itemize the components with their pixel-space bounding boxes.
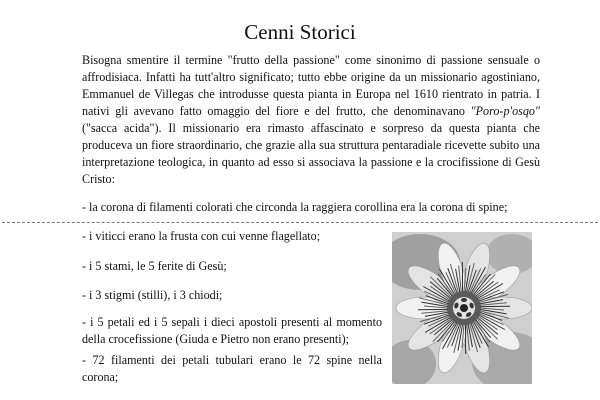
intro-text-end: ("sacca acida"). Il missionario era rimasto affascinato e sorpreso da questa pianta che produceva un fiore straordinario, che grazie alla sua struttura pentaradiale ricevette subito una interpretazione teologica, in quanto ad esso si associava la passione e la crocifissione di Gesù Cristo:	[82, 121, 540, 186]
intro-paragraph	[82, 52, 540, 188]
passion-flower-photo	[392, 232, 532, 384]
native-name-italic: "Poro-p'osqo"	[470, 104, 540, 118]
list-item-filamenti: - 72 filamenti dei petali tubulari erano le 72 spine nella corona;	[82, 353, 382, 384]
passion-flower-illustration	[392, 232, 532, 384]
list-item-petali: - i 5 petali ed i 5 sepali i dieci apostoli presenti al momento della crocefissione (Giuda e Pietro non erano presenti);	[82, 315, 382, 346]
list-item-corona: - la corona di filamenti colorati che circonda la raggiera corollina era la corona di spine;	[82, 200, 508, 214]
intro-text-start: Bisogna smentire il termine "frutto della passione" come sinonimo di passione sensuale o affrodisiaca. Infatti ha tutt'altro significato; tutto ebbe origine da un missionario agostiniano, Emmanuel de Villegas che introdusse questa pianta in Europa nel 1610 rientrato in patria. I nativi gli avevano fatto omaggio del fiore e del frutto, che denominavano	[82, 53, 540, 118]
page-title: Cenni Storici	[244, 20, 356, 44]
page-break-divider	[2, 222, 598, 223]
list-item-stami: - i 5 stami, le 5 ferite di Gesù;	[82, 259, 227, 273]
list-item-stigmi: - i 3 stigmi (stilli), i 3 chiodi;	[82, 288, 223, 302]
list-item-viticci: - i viticci erano la frusta con cui venne flagellato;	[82, 229, 321, 243]
